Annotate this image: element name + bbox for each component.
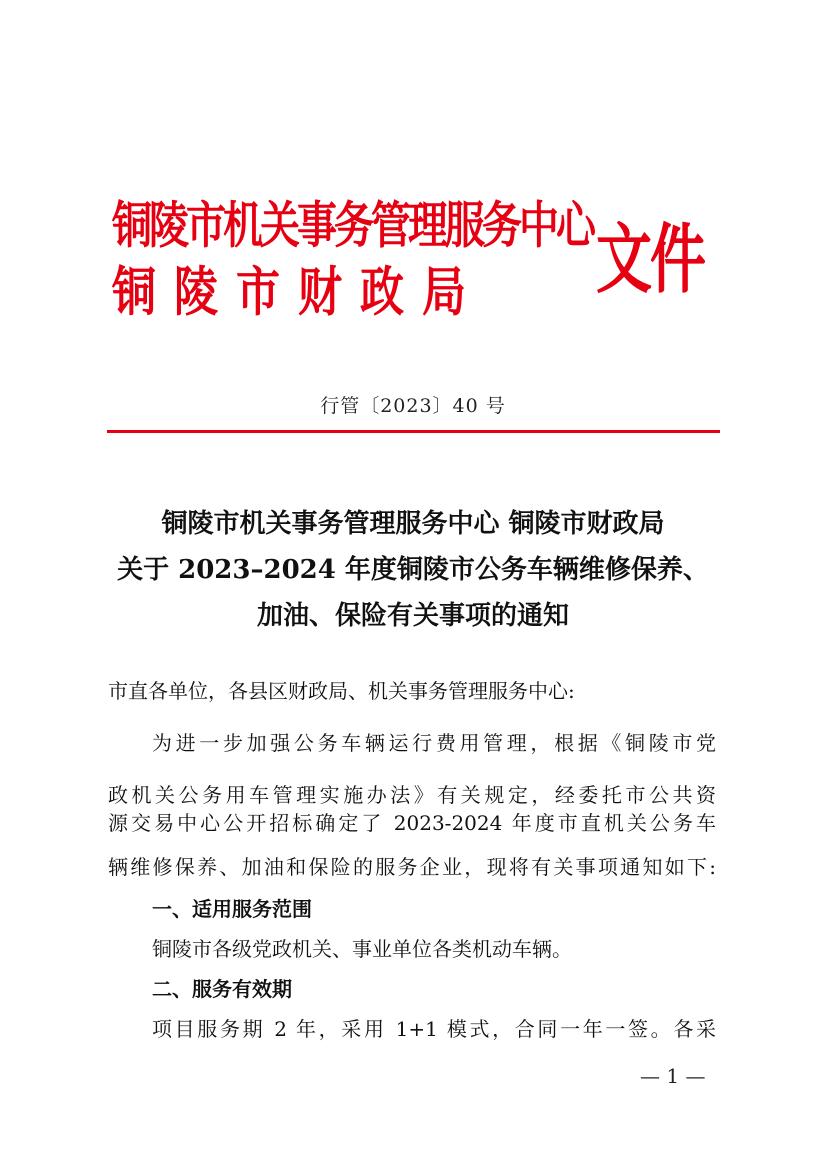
section-1-text: 铜陵市各级党政机关、事业单位各类机动车辆。 xyxy=(152,937,572,961)
issuing-org-1: 铜陵市机关事务管理服务中心 xyxy=(112,196,593,255)
paragraph-line-2: 政机关公务用车管理实施办法》有关规定，经委托市公共资 xyxy=(108,783,716,807)
issuing-org-2: 铜陵市财政局 xyxy=(112,261,484,323)
section-2-heading: 二、服务有效期 xyxy=(152,977,292,1001)
paragraph-line-3: 源交易中心公开招标确定了 2023-2024 年度市直机关公务车 xyxy=(108,811,716,835)
page-number: — 1 — xyxy=(640,1064,706,1088)
section-2-text: 项目服务期 2 年，采用 1+1 模式，合同一年一签。各采 xyxy=(152,1017,716,1041)
title-line-1: 铜陵市机关事务管理服务中心 铜陵市财政局 xyxy=(161,509,665,539)
title-line-2: 关于 2023–2024 年度铜陵市公务车辆维修保养、 xyxy=(117,555,709,585)
title-line-3: 加油、保险有关事项的通知 xyxy=(256,601,569,631)
paragraph-line-4: 辆维修保养、加油和保险的服务企业，现将有关事项通知如下: xyxy=(108,855,716,879)
salutation: 市直各单位，各县区财政局、机关事务管理服务中心: xyxy=(108,679,575,703)
paragraph-line-1: 为进一步加强公务车辆运行费用管理，根据《铜陵市党 xyxy=(152,731,716,755)
document-type-label: 文件 xyxy=(596,215,704,305)
red-divider xyxy=(107,430,720,433)
section-1-heading: 一、适用服务范围 xyxy=(152,897,312,921)
document-number: 行管〔2023〕40 号 xyxy=(320,395,506,417)
